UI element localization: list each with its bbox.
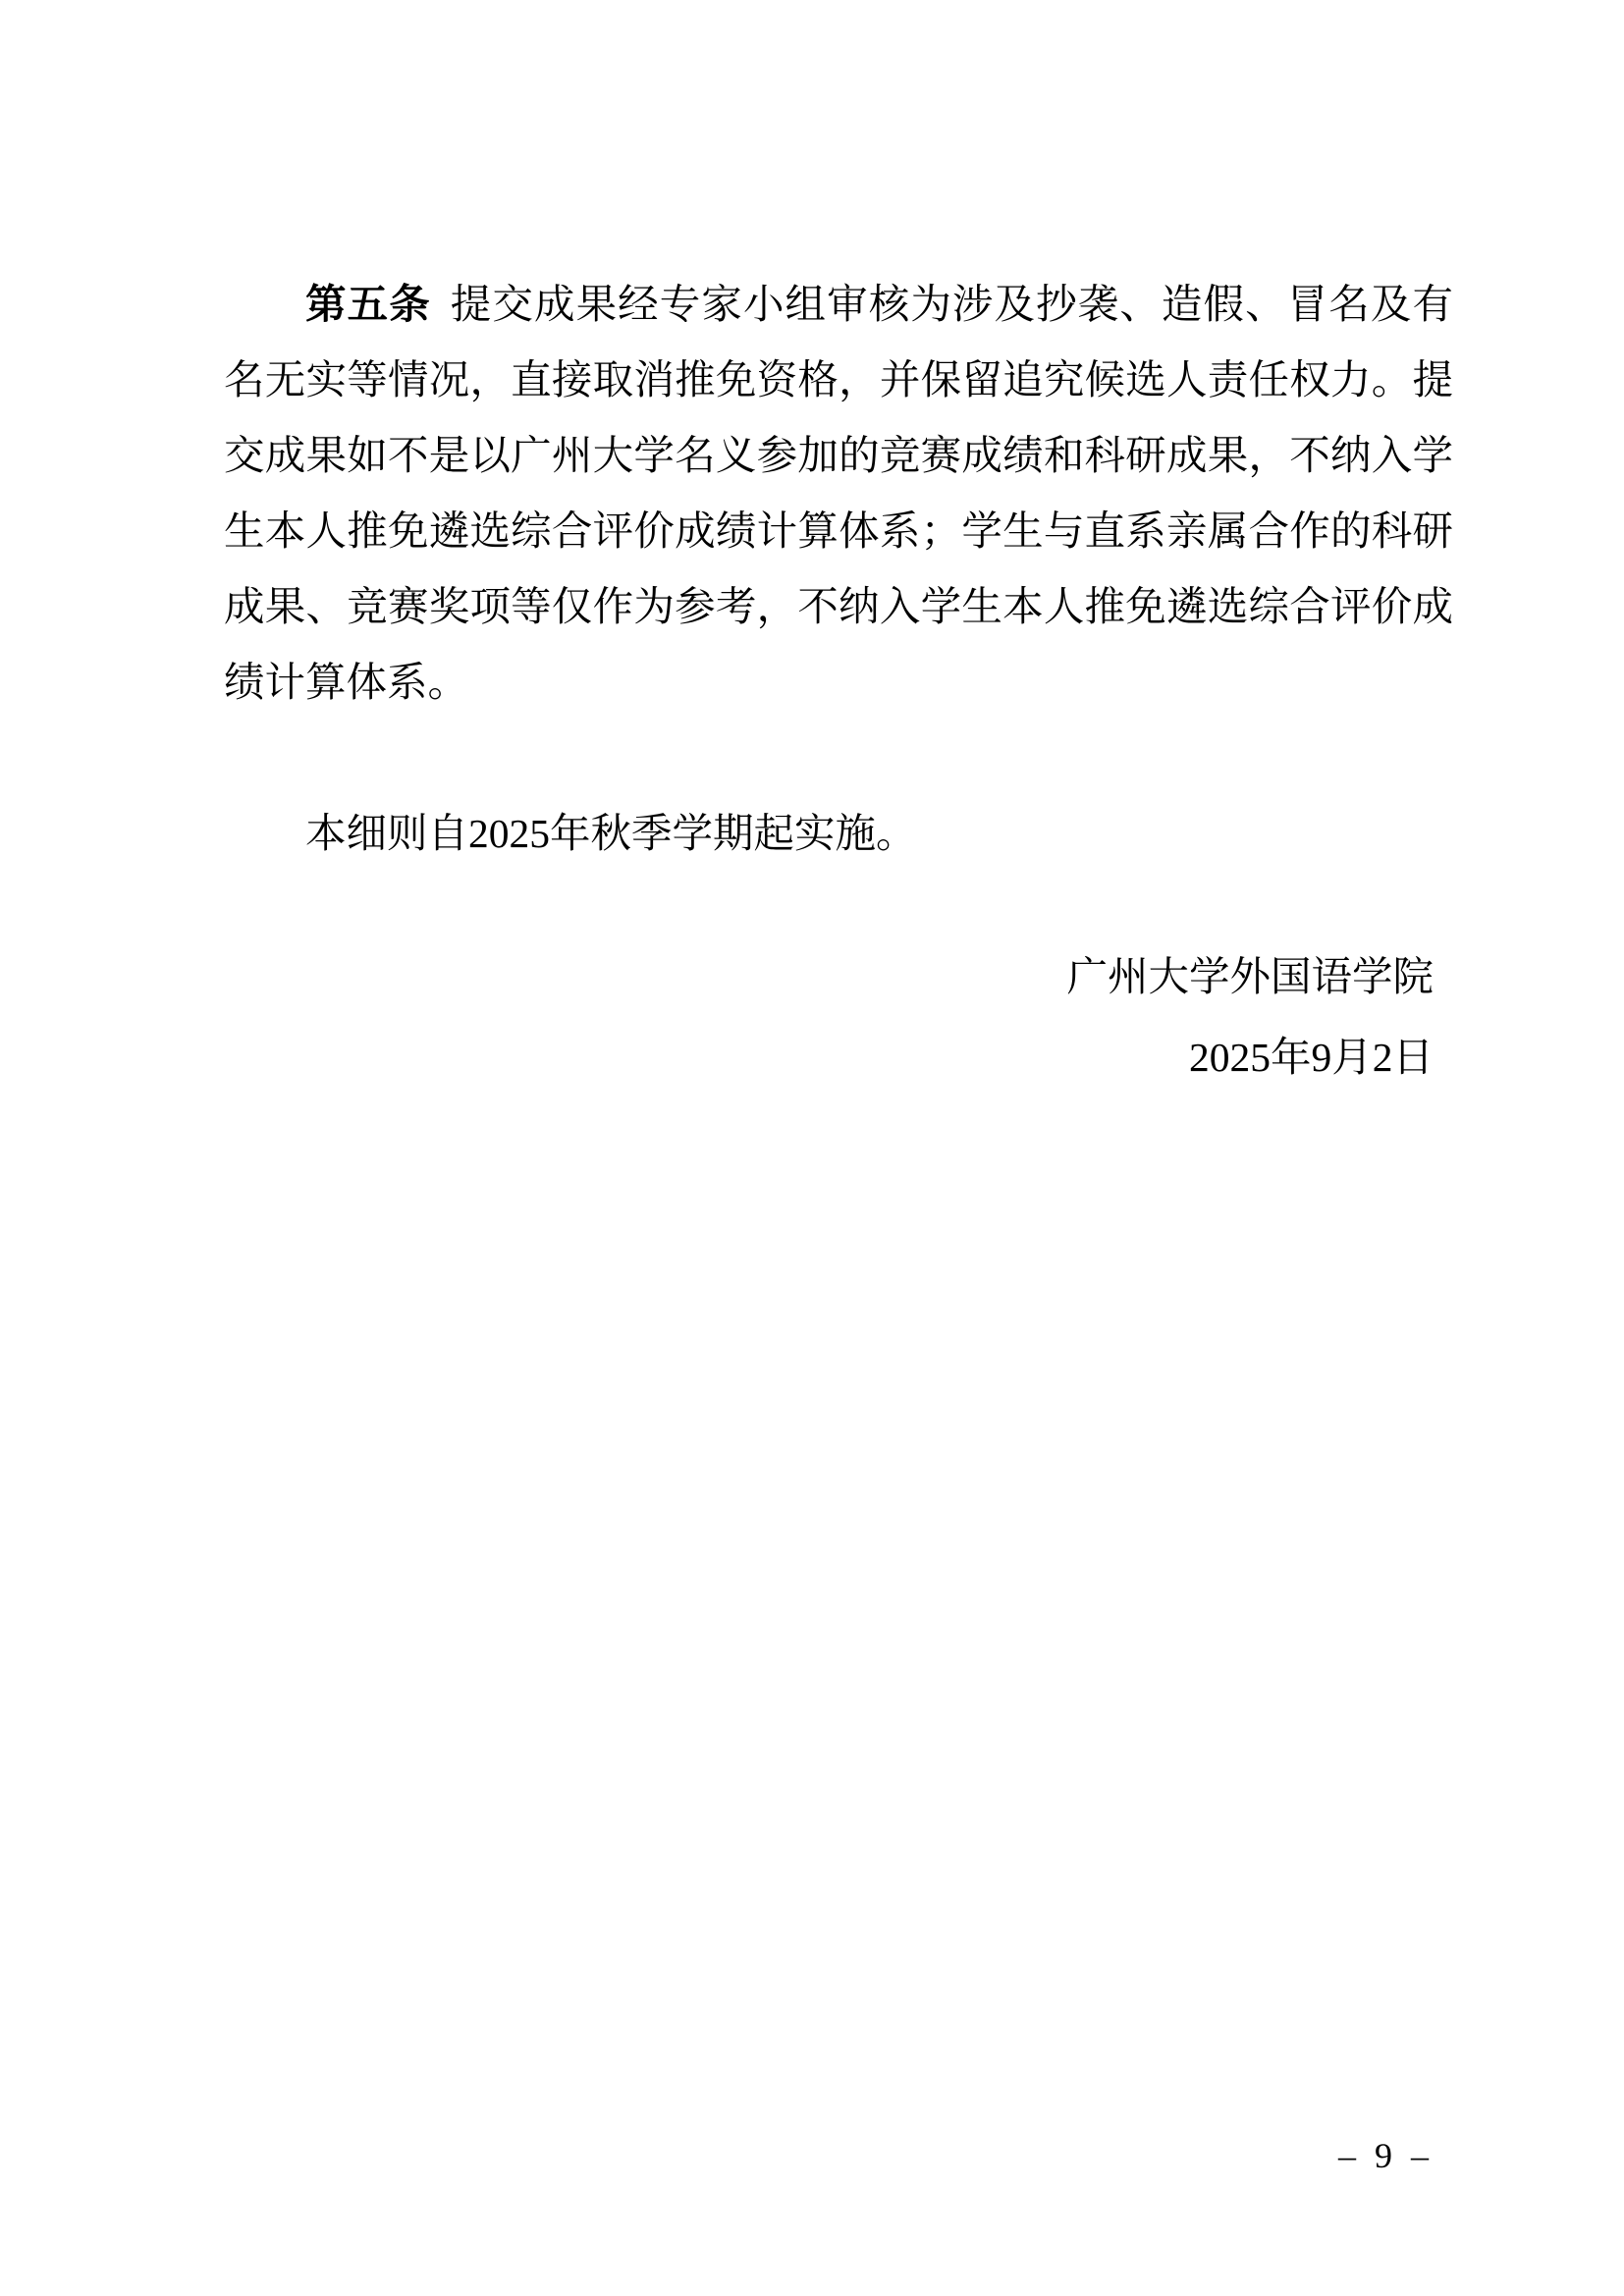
signature-organization: 广州大学外国语学院 <box>1066 954 1434 999</box>
page-number: – 9 – <box>1338 2136 1429 2175</box>
signature-date: 2025年9月2日 <box>1188 1035 1434 1080</box>
article-5-paragraph <box>224 267 1453 721</box>
document-content <box>0 0 1624 1097</box>
signature-block <box>224 936 1453 1097</box>
article-5-text: 提交成果经专家小组审核为涉及抄袭、造假、冒名及有名无实等情况，直接取消推免资格，并保留追究候选人责任权力。提交成果如不是以广州大学名义参加的竞赛成绩和科研成果，不纳入学生本人推免遴选综合评价成绩计算体系；学生与直系亲属合作的科研成果、竞赛奖项等仅作为参考，不纳入学生本人推免遴选综合评价成绩计算体系。 <box>224 282 1453 705</box>
implementation-paragraph: 本细则自2025年秋季学期起实施。 <box>305 811 917 856</box>
article-5-label: 第五条 <box>305 282 431 327</box>
